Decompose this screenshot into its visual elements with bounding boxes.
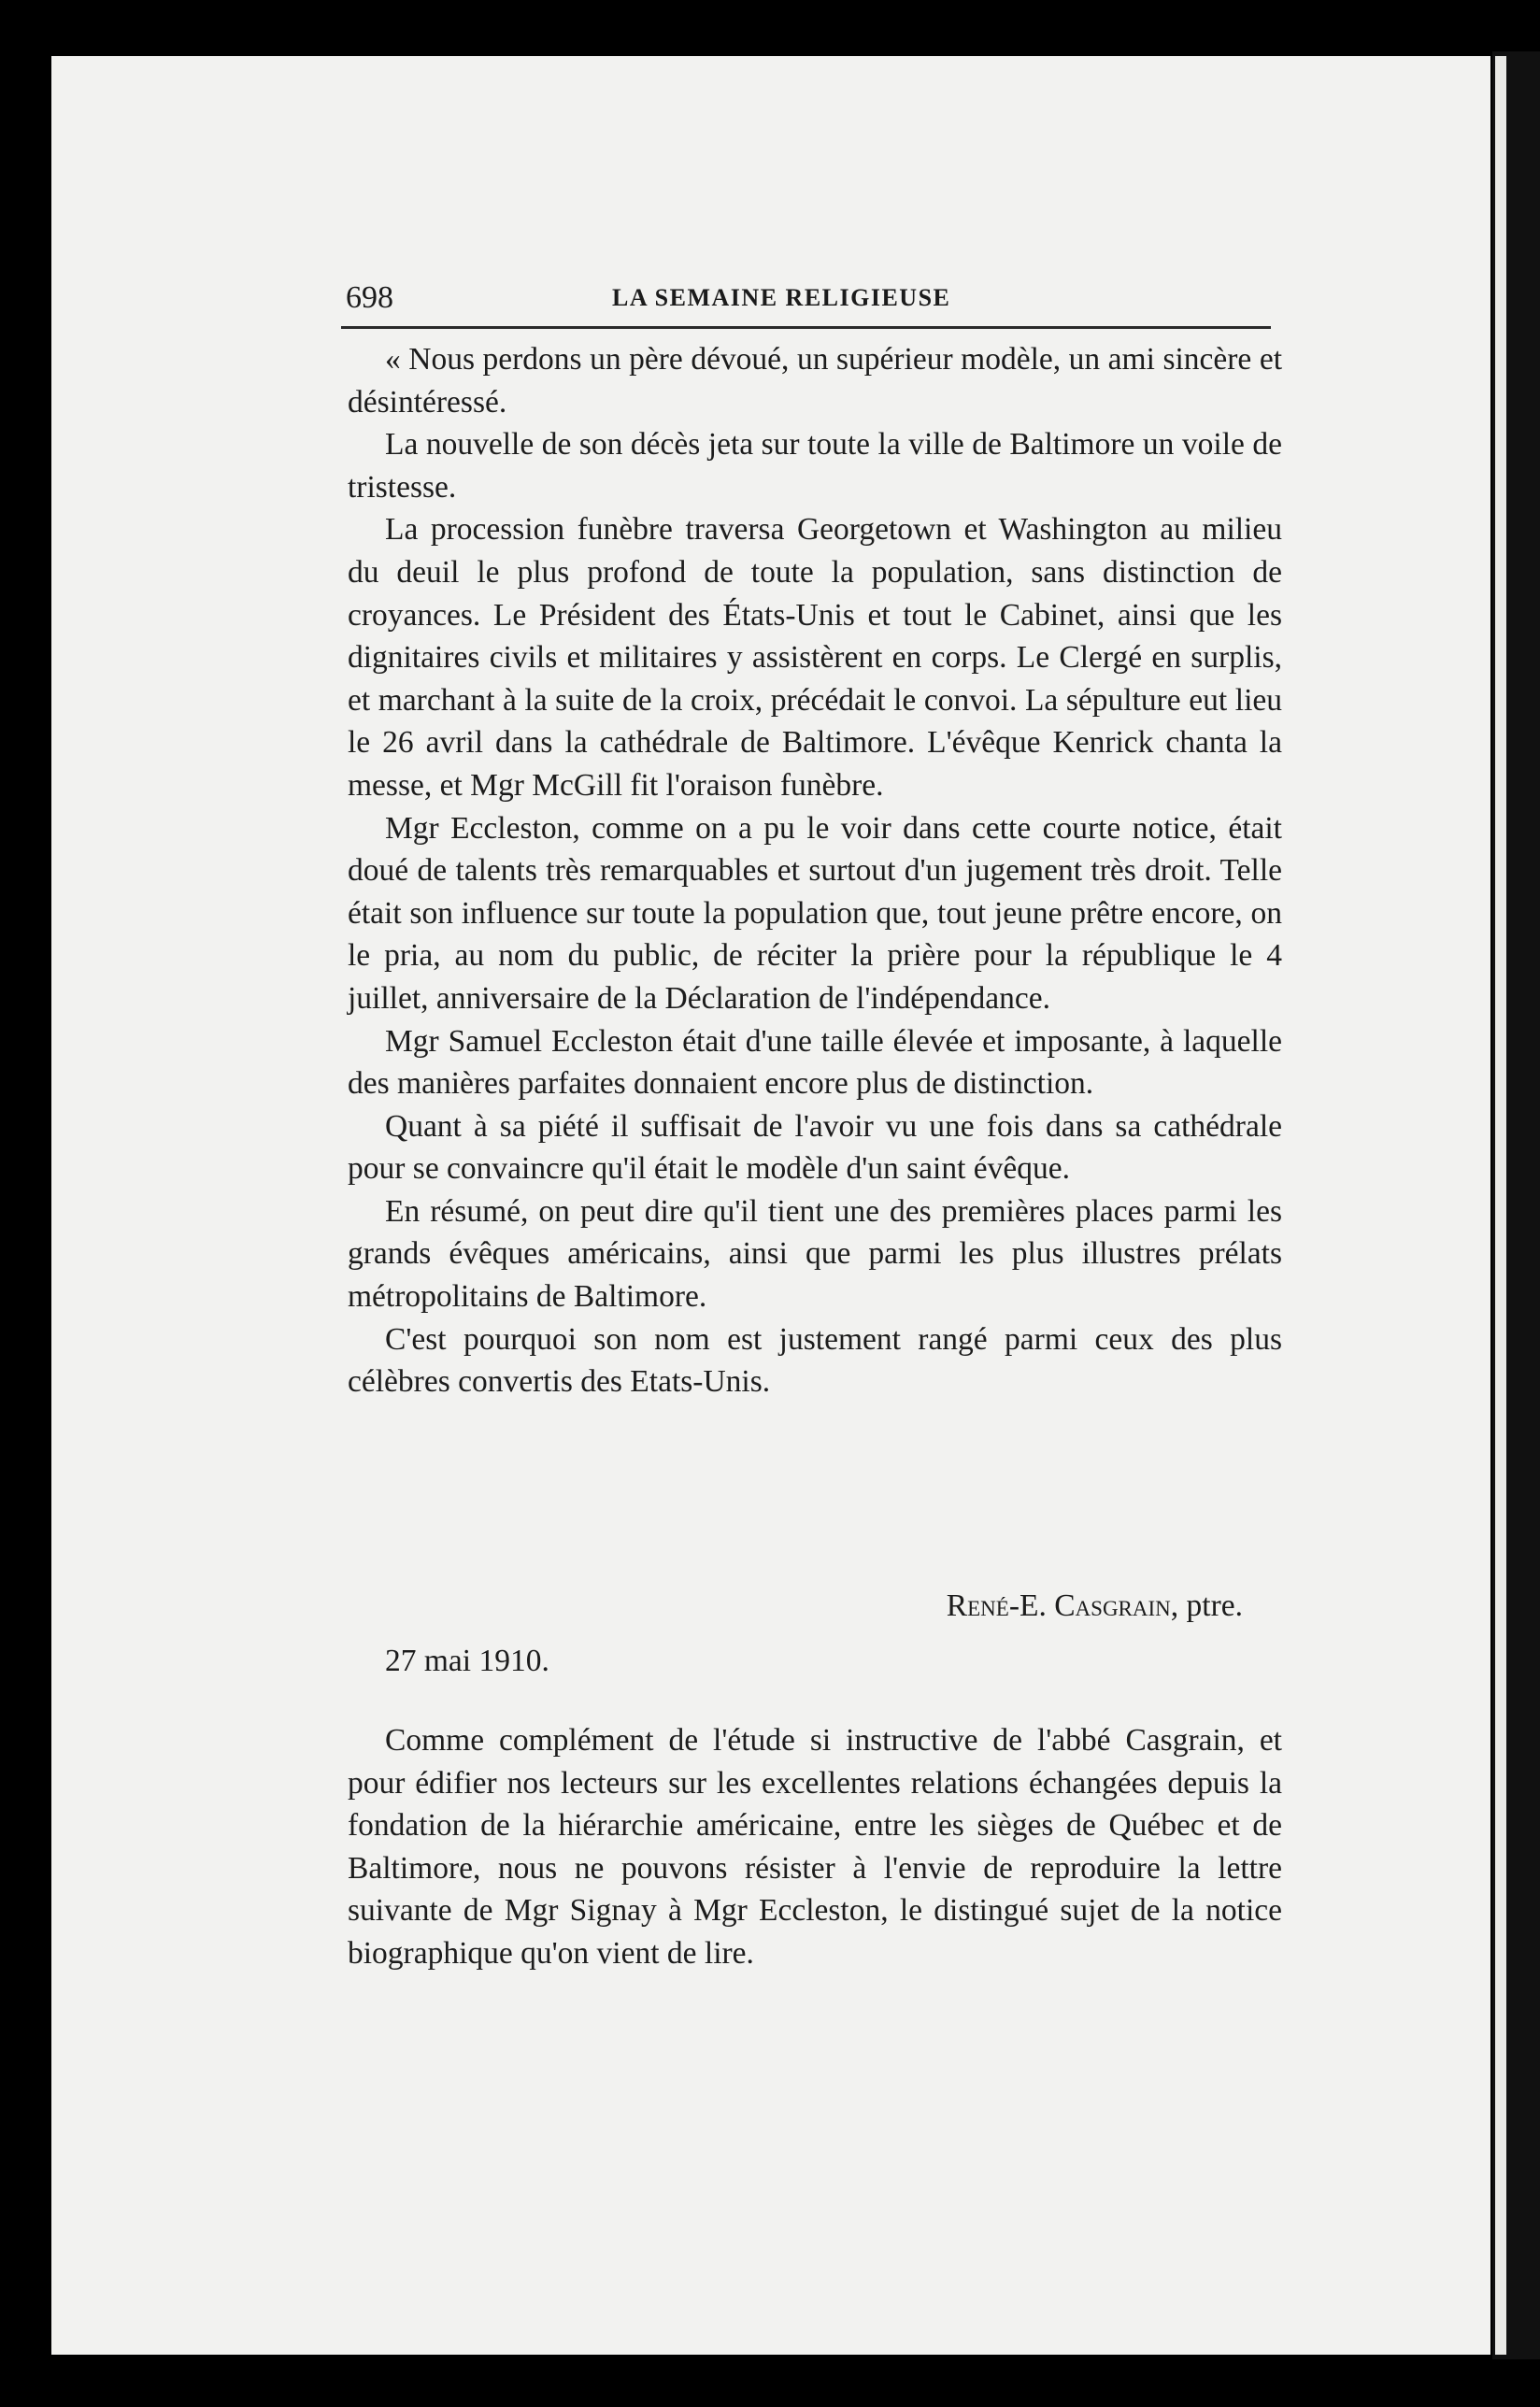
article-body bbox=[348, 338, 1282, 1403]
paragraph: « Nous perdons un père dévoué, un supérieur modèle, un ami sincère et désintéressé. bbox=[348, 342, 1282, 420]
author-name: René-E. Casgrain bbox=[946, 1588, 1171, 1623]
paragraph: Mgr Eccleston, comme on a pu le voir dans cette courte notice, était doué de talents très remarquables et surtout d'un jugement très droit. Telle était son influence sur toute la population que, tout jeune prêtre encore, on le pria, au nom du public, de réciter la prière pour la république le 4 juillet, anniversaire de la Déclaration de l'indépendance. bbox=[348, 810, 1282, 1016]
header-rule bbox=[341, 326, 1271, 329]
closing-section bbox=[348, 1719, 1282, 1975]
author-title: , ptre. bbox=[1170, 1588, 1243, 1623]
signature bbox=[348, 1585, 1282, 1628]
paragraph: C'est pourquoi son nom est justement rangé parmi ceux des plus célèbres convertis des Etats-Unis. bbox=[348, 1321, 1282, 1400]
paragraph: La procession funèbre traversa Georgetown et Washington au milieu du deuil le plus profond de toute la population, sans distinction de croyances. Le Président des États-Unis et tout le Cabinet, ainsi que les dignitaires civils et militaires y assistèrent en corps. Le Clergé en surplis, et marchant à la suite de la croix, précédait le convoi. La sépulture eut lieu le 26 avril dans la cathédrale de Baltimore. L'évêque Kenrick chanta la messe, et Mgr McGill fit l'oraison funèbre. bbox=[348, 512, 1282, 803]
date-line: 27 mai 1910. bbox=[385, 1643, 549, 1678]
closing-paragraph: Comme complément de l'étude si instructive de l'abbé Casgrain, et pour édifier nos lecteurs sur les excellentes relations échangées depuis la fondation de la hiérarchie américaine, entre les sièges de Québec et de Baltimore, nous ne pouvons résister à l'envie de reproduire la lettre suivante de Mgr Signay à Mgr Eccleston, le distingué sujet de la notice biographique qu'on vient de lire. bbox=[348, 1723, 1282, 1971]
paragraph: Mgr Samuel Eccleston était d'une taille élevée et imposante, à laquelle des manières parfaites donnaient encore plus de distinction. bbox=[348, 1023, 1282, 1102]
page-header bbox=[346, 280, 1271, 320]
running-title: LA SEMAINE RELIGIEUSE bbox=[612, 284, 951, 311]
page-number: 698 bbox=[346, 280, 393, 315]
paragraph: En résumé, on peut dire qu'il tient une des premières places parmi les grands évêques américains, ainsi que parmi les plus illustres prélats métropolitains de Baltimore. bbox=[348, 1193, 1282, 1315]
paragraph: Quant à sa piété il suffisait de l'avoir vu une fois dans sa cathédrale pour se convaincre qu'il était le modèle d'un saint évêque. bbox=[348, 1108, 1282, 1187]
signature-block bbox=[348, 1585, 1282, 1682]
paragraph: La nouvelle de son décès jeta sur toute la ville de Baltimore un voile de tristesse. bbox=[348, 427, 1282, 505]
adjacent-page-edge bbox=[1495, 56, 1506, 2355]
